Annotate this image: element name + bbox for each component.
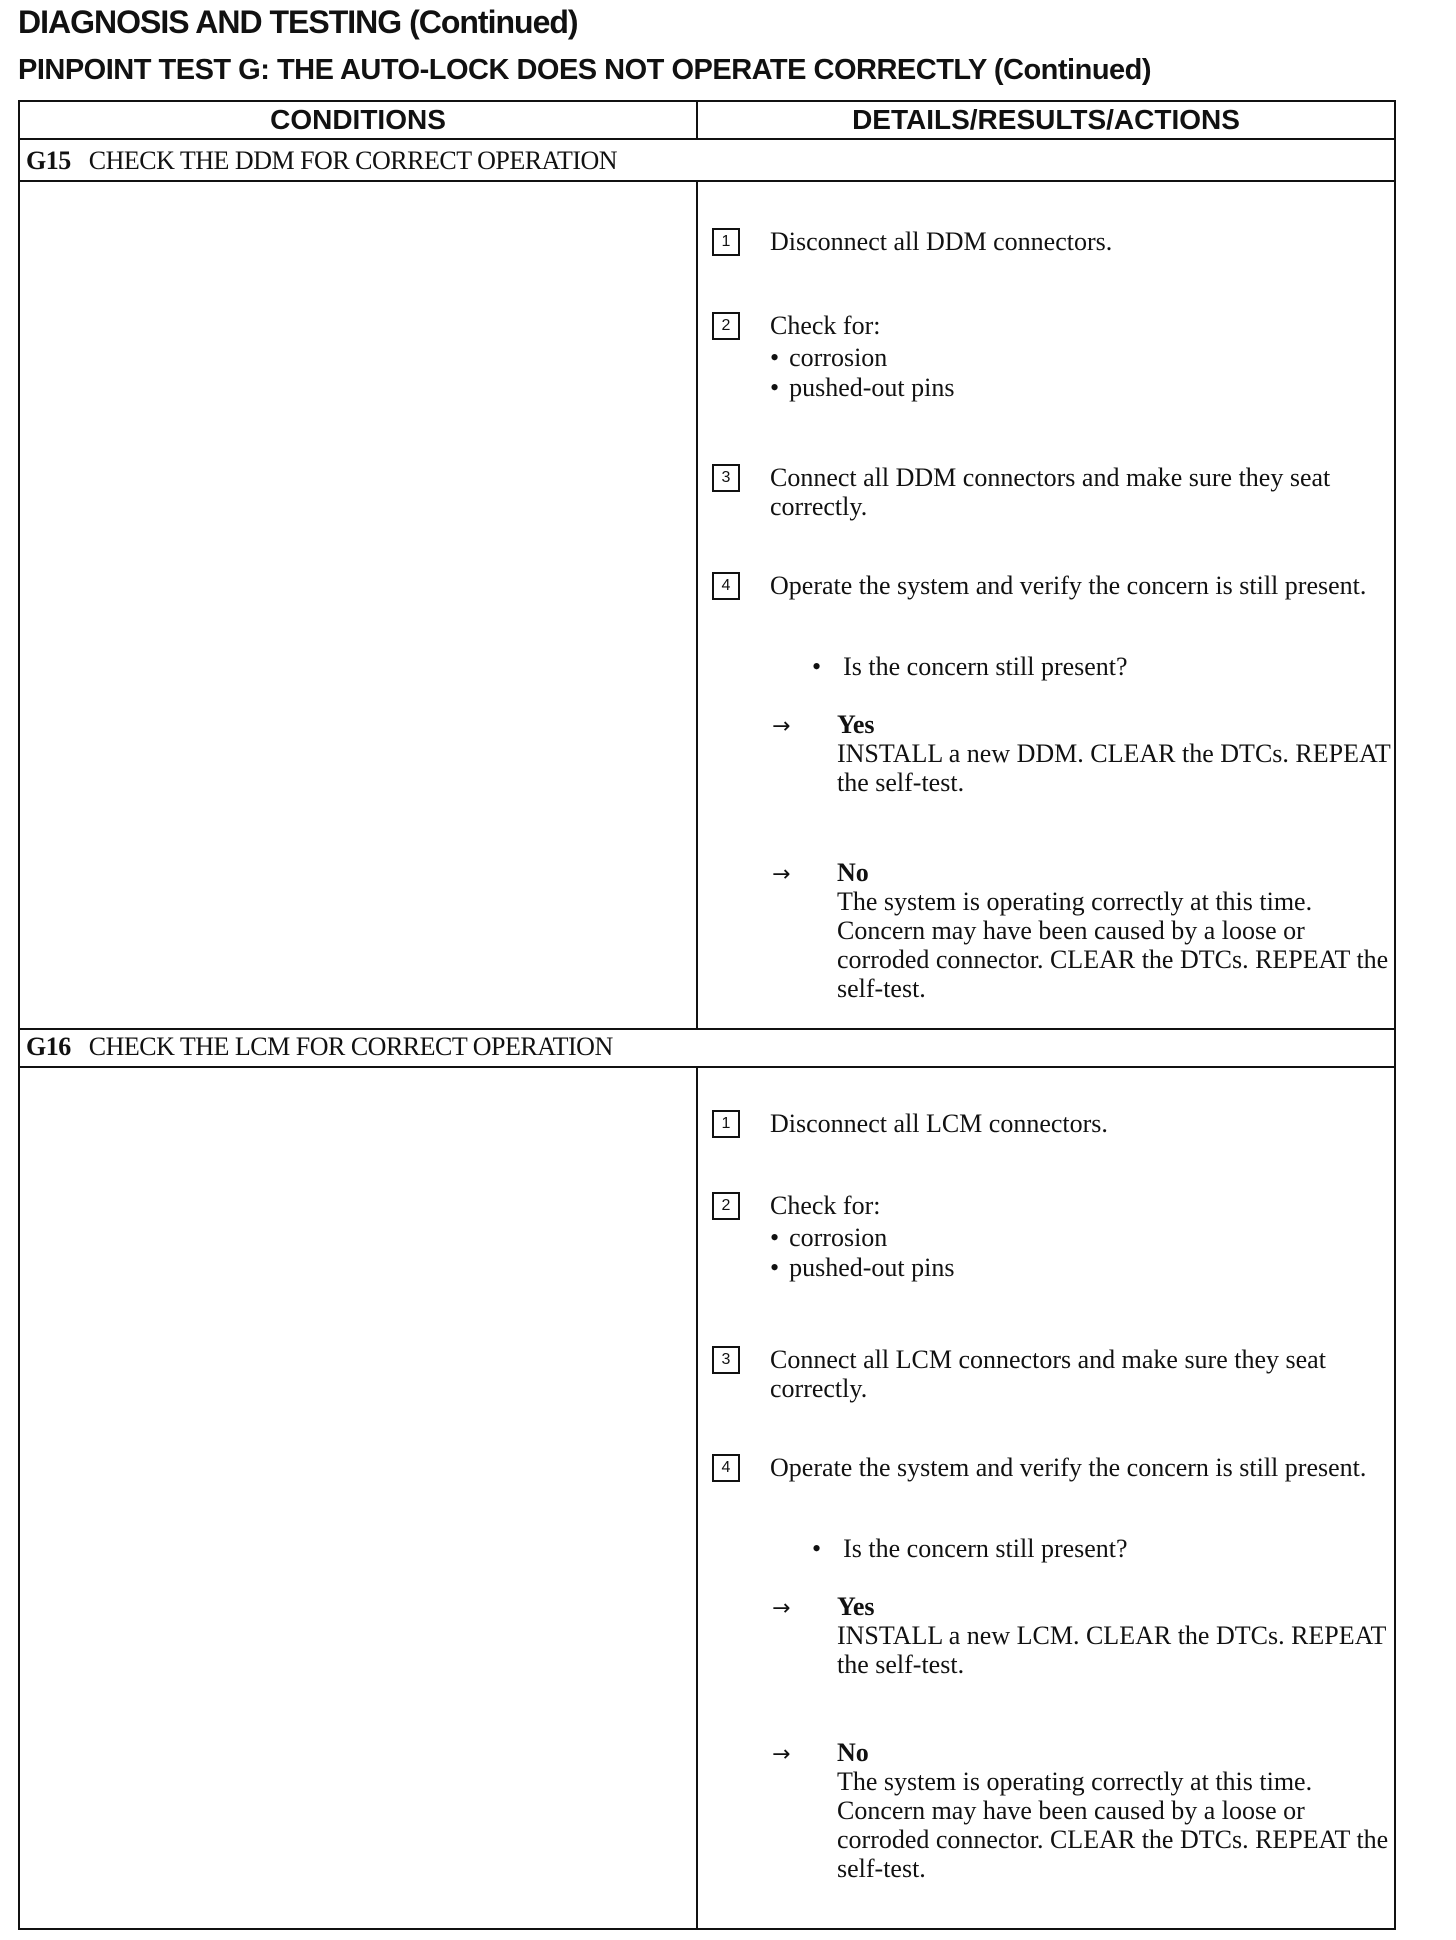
step-number: 4	[712, 572, 740, 600]
g15-divider	[696, 182, 698, 1030]
bullet-corrosion: • corrosion	[770, 1223, 887, 1252]
g16-divider	[696, 1068, 698, 1930]
arrow-icon: →	[772, 862, 791, 887]
g15-question: • Is the concern still present?	[812, 652, 1128, 681]
g16-top-rule	[20, 1028, 1394, 1030]
bullet-pushed-out-pins: • pushed-out pins	[770, 373, 955, 402]
step-number: 2	[712, 312, 740, 340]
header-rule	[20, 138, 1394, 140]
g15-section-title: G15 CHECK THE DDM FOR CORRECT OPERATION	[26, 146, 618, 175]
arrow-icon: →	[772, 714, 791, 739]
bullet-corrosion: • corrosion	[770, 343, 887, 372]
bullet-pushed-out-pins: • pushed-out pins	[770, 1253, 955, 1282]
arrow-icon: →	[772, 1596, 791, 1621]
g16-rule	[20, 1066, 1394, 1068]
test-title: PINPOINT TEST G: THE AUTO-LOCK DOES NOT OPERATE CORRECTLY (Continued)	[18, 54, 1152, 86]
step-number: 3	[712, 1346, 740, 1374]
g16-no-result: No The system is operating correctly at this time. Concern may have been caused by a loose or corroded connector. CLEAR the DTCs. REPEAT the self-test.	[837, 1738, 1389, 1883]
g16-section-title: G16 CHECK THE LCM FOR CORRECT OPERATION	[26, 1032, 613, 1061]
g15-rule	[20, 180, 1394, 182]
step-number: 4	[712, 1454, 740, 1482]
pinpoint-table: CONDITIONS DETAILS/RESULTS/ACTIONS G15 CHECK THE DDM FOR CORRECT OPERATION 1 Disconnect all DDM connectors. 2 Check for: • corrosion • pushed-out pins 3 Connect all DDM connectors and make sure they seat correctly. 4 Operate the system and verify the concern is still present. • Is the concern still present? → Yes INSTALL a new DDM. CLEAR the DTCs. REPEAT the self-test. → No The system is operating correctly at this time. Concern may have been caused by a loose or corroded connector. CLEAR the DTCs. REPEAT the self-test. G16 CHECK THE LCM FOR CORRECT OPERATION 1 Disconnect all LCM connectors. 2 Check for: • corrosion • pushed-out pins 3 Connect all LCM connectors and make sure they seat correctly. 4 Operate the system and verify the concern is still present. • Is the concern still present? → Yes INSTALL a new LCM. CLEAR the DTCs. REPEAT the self-test. → No The system is operating correctly at this time. Concern may have been caused by a loose or corroded connector. CLEAR the DTCs. REPEAT the self-test.	[18, 100, 1396, 1930]
g15-yes-result: Yes INSTALL a new DDM. CLEAR the DTCs. REPEAT the self-test.	[837, 710, 1391, 797]
arrow-icon: →	[772, 1742, 791, 1767]
g15-no-result: No The system is operating correctly at this time. Concern may have been caused by a loose or corroded connector. CLEAR the DTCs. REPEAT the self-test.	[837, 858, 1389, 1003]
step-number: 2	[712, 1192, 740, 1220]
g16-question: • Is the concern still present?	[812, 1534, 1128, 1563]
conditions-header: CONDITIONS	[270, 104, 446, 135]
step-number: 3	[712, 464, 740, 492]
header-divider	[696, 102, 698, 138]
details-header: DETAILS/RESULTS/ACTIONS	[852, 104, 1240, 135]
step-number: 1	[712, 228, 740, 256]
page-title: DIAGNOSIS AND TESTING (Continued)	[18, 4, 578, 40]
step-number: 1	[712, 1110, 740, 1138]
g16-yes-result: Yes INSTALL a new LCM. CLEAR the DTCs. REPEAT the self-test.	[837, 1592, 1386, 1679]
